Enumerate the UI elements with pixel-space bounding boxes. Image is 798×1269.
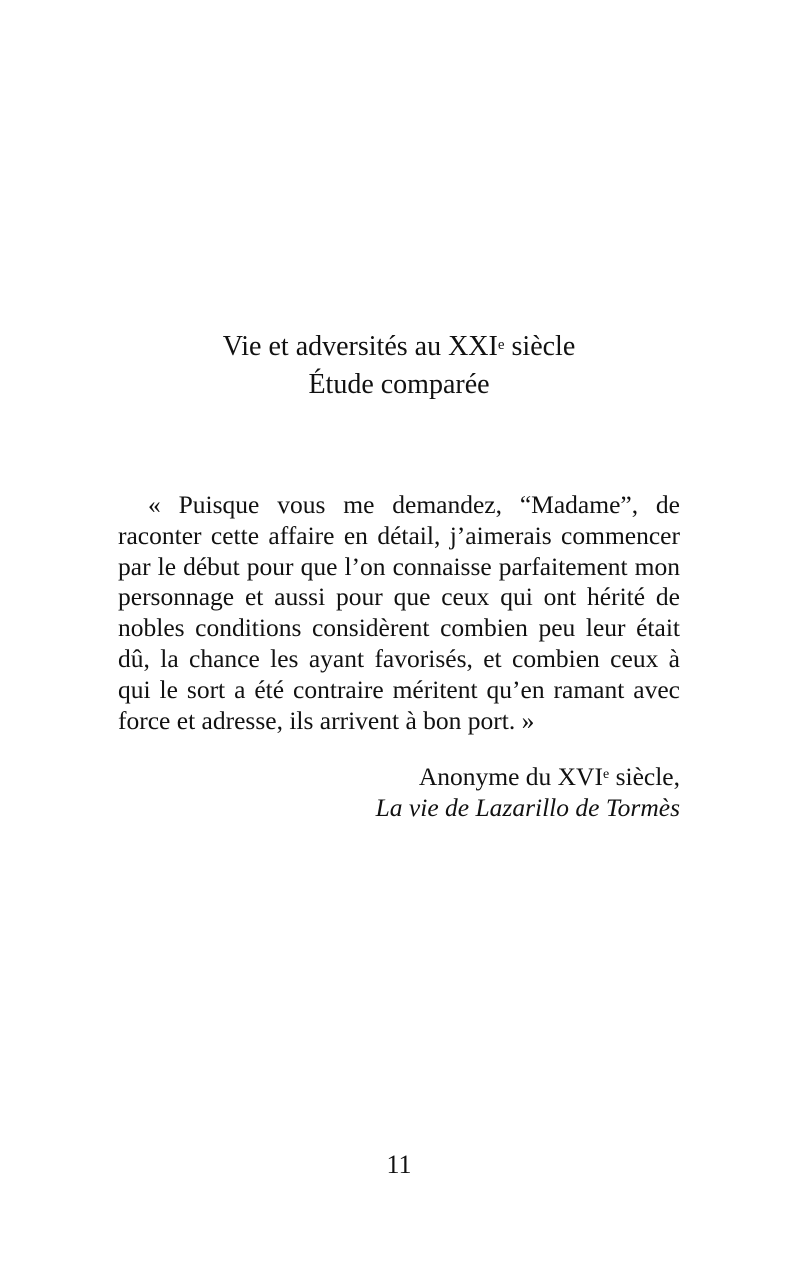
chapter-title [0,328,798,404]
attribution-work-title: La vie de Lazarillo de Tormès [375,792,680,822]
title-line-2: Étude comparée [308,369,490,400]
author-superscript: e [602,767,610,782]
author-suffix: siècle, [609,762,680,791]
title-line-1 [0,328,798,366]
page-number: 11 [386,1150,412,1179]
title-line-1-prefix: Vie et adversités au XXI [222,331,498,362]
epigraph-quote: « Puisque vous me demandez, “Madame”, de raconter cette affaire en détail, j’aimerais commencer par le début pour que l’on connaisse parfaitement mon personnage et aussi pour que ceux qui ont hérité de nobles conditions considèrent combien peu leur était dû, la chance les ayant favorisés, et combien ceux à qui le sort a été contraire méritent qu’en ramant avec force et adresse, ils arrivent à bon port. » [118,490,680,735]
author-prefix: Anonyme du XVI [418,762,603,791]
epigraph-attribution [118,762,680,824]
attribution-author [118,762,680,793]
title-line-1-suffix: siècle [504,331,576,362]
title-superscript: e [497,337,505,353]
